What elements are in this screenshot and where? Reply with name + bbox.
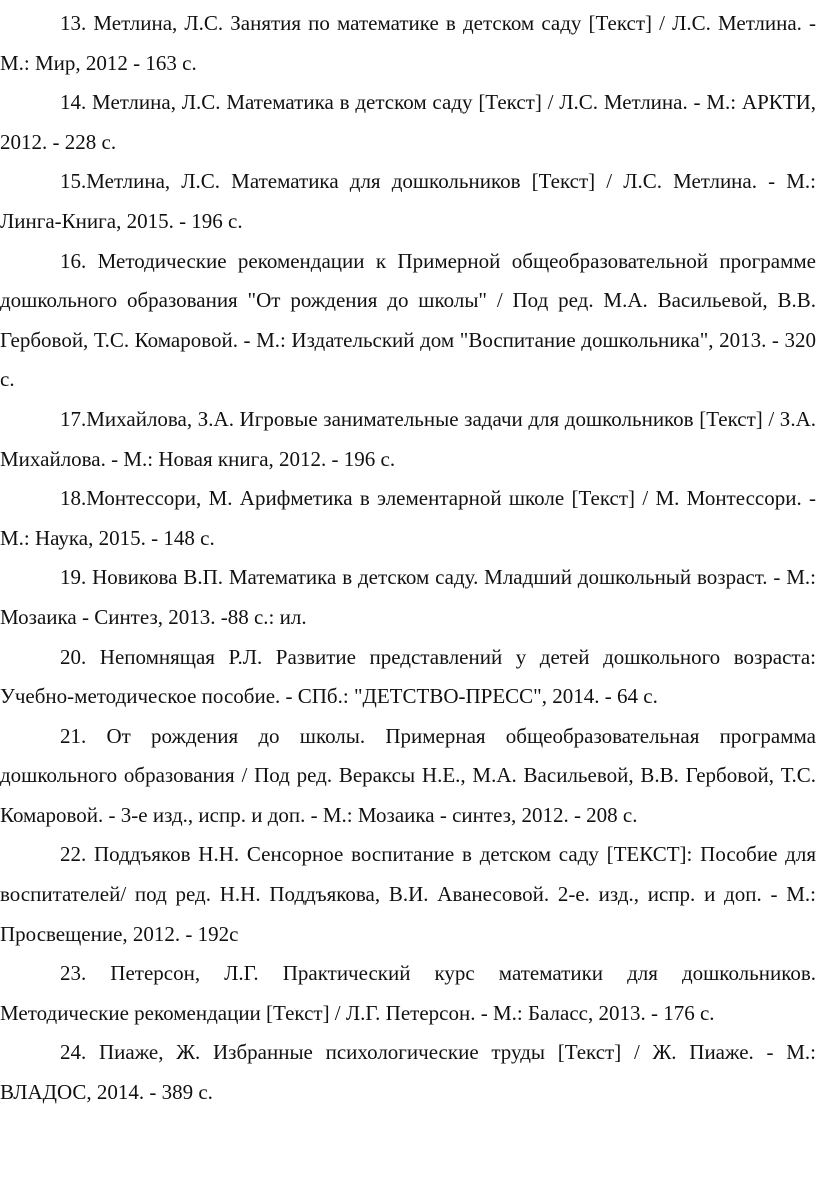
bibliography-entry: 16. Методические рекомендации к Примерной общеобразовательной программе дошкольного образования "От рождения до школы" / Под ред. М.А. Васильевой, В.В. Гербовой, Т.С. Комаровой. - М.: Издательский дом "Воспитание дошкольника", 2013. - 320 с. xyxy=(0,248,816,392)
bibliography-entry: 19. Новикова В.П. Математика в детском саду. Младший дошкольный возраст. - М.: Мозаика - Синтез, 2013. -88 с.: ил. xyxy=(0,565,816,629)
bibliography-entry: 14. Метлина, Л.С. Математика в детском саду [Текст] / Л.С. Метлина. - М.: АРКТИ, 2012. - 228 с. xyxy=(0,90,816,154)
bibliography-entry: 24. Пиаже, Ж. Избранные психологические труды [Текст] / Ж. Пиаже. - М.: ВЛАДОС, 2014. - 389 с. xyxy=(0,1040,816,1105)
bibliography-entry: 18.Монтессори, М. Арифметика в элементарной школе [Текст] / М. Монтессори. - М.: Наука, 2015. - 148 с. xyxy=(0,486,816,550)
bibliography-entry: 20. Непомнящая Р.Л. Развитие представлений у детей дошкольного возраста: Учебно-методическое пособие. - СПб.: "ДЕТСТВО-ПРЕСС", 2014. - 64 с. xyxy=(0,644,816,709)
bibliography-entry: 15.Метлина, Л.С. Математика для дошкольников [Текст] / Л.С. Метлина. - М.: Линга-Книга, 2015. - 196 с. xyxy=(0,169,816,233)
bibliography-entry: 17.Михайлова, З.А. Игровые занимательные задачи для дошкольников [Текст] / З.А. Михайлова. - М.: Новая книга, 2012. - 196 с. xyxy=(0,406,816,471)
bibliography-entry: 21. От рождения до школы. Примерная общеобразовательная программа дошкольного образования / Под ред. Вераксы Н.Е., М.А. Васильевой, В.В. Гербовой, Т.С. Комаровой. - 3-е изд., испр. и доп. - М.: Мозаика - синтез, 2012. - 208 с. xyxy=(0,723,816,827)
bibliography-entry: 23. Петерсон, Л.Г. Практический курс математики для дошкольников. Методические рекомендации [Текст] / Л.Г. Петерсон. - М.: Баласс, 2013. - 176 с. xyxy=(0,961,816,1025)
bibliography-entry: 22. Поддъяков Н.Н. Сенсорное воспитание в детском саду [ТЕКСТ]: Пособие для воспитателей/ под ред. Н.Н. Поддъякова, В.И. Аванесовой. 2-е. изд., испр. и доп. - М.: Просвещение, 2012. - 192с xyxy=(0,842,816,946)
bibliography-entry: 13. Метлина, Л.С. Занятия по математике в детском саду [Текст] / Л.С. Метлина. - М.: Мир, 2012 - 163 с. xyxy=(0,11,816,75)
